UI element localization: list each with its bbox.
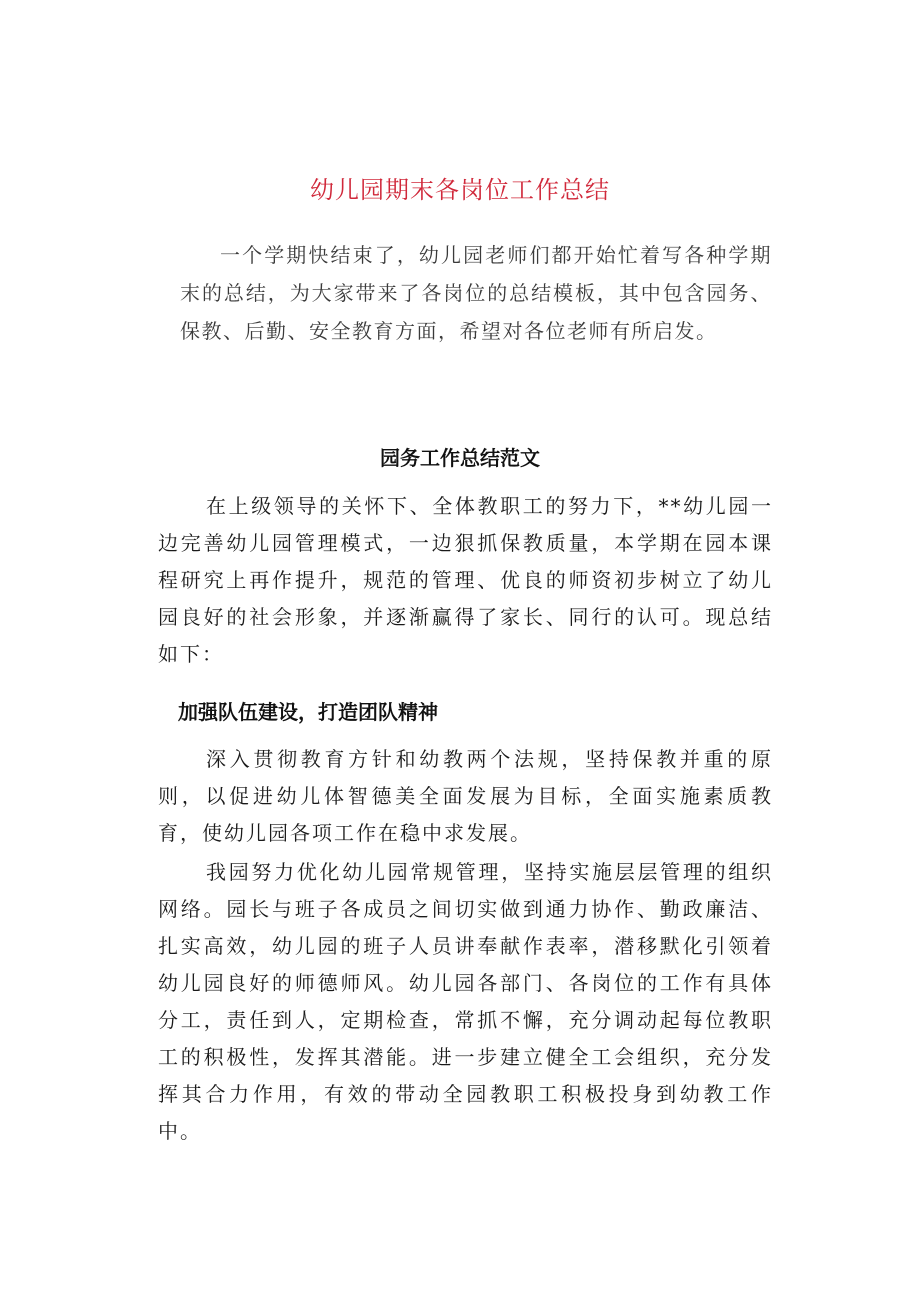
body-paragraph-1: 在上级领导的关怀下、全体教职工的努力下，**幼儿园一边完善幼儿园管理模式，一边狠抓保教质量，本学期在园本课程研究上再作提升，规范的管理、优良的师资初步树立了幼儿园良好的社会形象，并逐渐赢得了家长、同行的认可。现总结如下： — [158, 494, 773, 666]
section-title: 园务工作总结范文 — [380, 446, 540, 470]
body-paragraph-3: 我园努力优化幼儿园常规管理，坚持实施层层管理的组织网络。园长与班子各成员之间切实做到通力协作、勤政廉洁、扎实高效，幼儿园的班子人员讲奉献作表率，潜移默化引领着幼儿园良好的师德师风。幼儿园各部门、各岗位的工作有具体分工，责任到人，定期检查，常抓不懈，充分调动起每位教职工的积极性，发挥其潜能。进一步建立健全工会组织，充分发挥其合力作用，有效的带动全园教职工积极投身到幼教工作中。 — [158, 860, 773, 1143]
document-title: 幼儿园期末各岗位工作总结 — [310, 176, 610, 204]
body-paragraph-2: 深入贯彻教育方针和幼教两个法规，坚持保教并重的原则，以促进幼儿体智德美全面发展为目标，全面实施素质教育，使幼儿园各项工作在稳中求发展。 — [158, 747, 773, 845]
intro-paragraph: 一个学期快结束了，幼儿园老师们都开始忙着写各种学期末的总结，为大家带来了各岗位的总结模板，其中包含园务、保教、后勤、安全教育方面，希望对各位老师有所启发。 — [180, 243, 772, 343]
subheading-team-building: 加强队伍建设，打造团队精神 — [178, 700, 438, 724]
